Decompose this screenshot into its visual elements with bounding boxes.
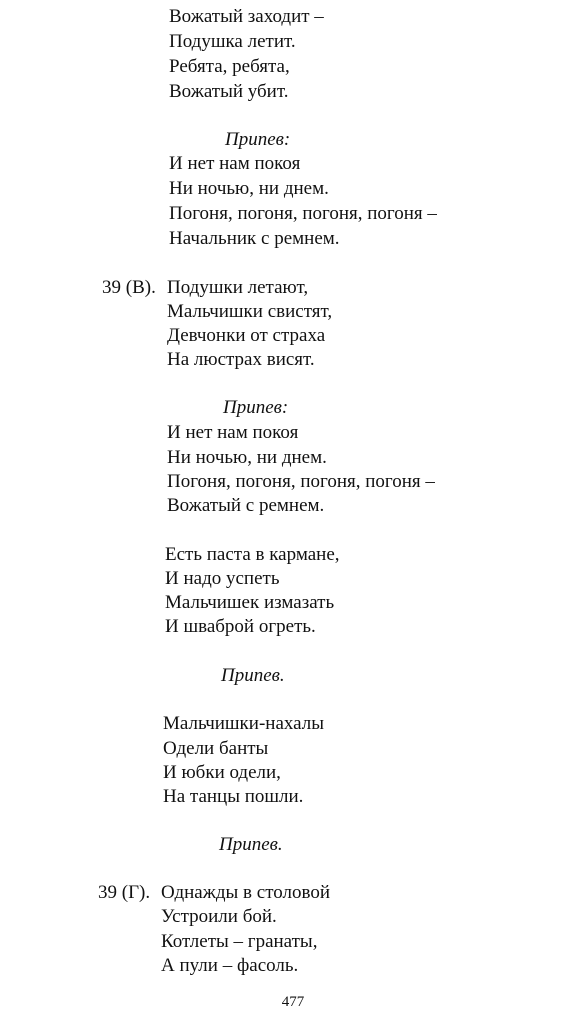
verse-line: Ни ночью, ни днем. [169,178,329,199]
verse-line: Погоня, погоня, погоня, погоня – [169,203,437,224]
refrain-heading: Припев: [223,397,289,418]
verse-line: Вожатый убит. [169,81,289,102]
verse-line: И надо успеть [165,568,280,589]
verse-line: Ни ночью, ни днем. [167,447,327,468]
verse-line: И юбки одели, [163,762,281,783]
verse-line: На люстрах висят. [167,349,315,370]
verse-line: Котлеты – гранаты, [161,931,318,952]
verse-line: Мальчишки свистят, [167,301,333,322]
verse-line: Ребята, ребята, [169,56,290,77]
verse-line: Мальчишки-нахалы [163,713,324,734]
refrain-heading: Припев. [219,834,283,855]
page-number: 477 [281,994,305,1010]
verse-line: И нет нам покоя [167,422,299,443]
verse-line: Одели банты [163,738,269,759]
verse-line: Девчонки от страха [167,325,326,346]
verse-line: Подушка летит. [169,31,296,52]
verse-line: И шваброй огреть. [165,616,316,637]
verse-line: Однажды в столовой [161,882,330,903]
refrain-heading: Припев: [225,129,291,150]
refrain-heading: Припев. [221,665,285,686]
verse-line: На танцы пошли. [163,786,304,807]
verse-line: Подушки летают, [167,277,309,298]
verse-line: И нет нам покоя [169,153,301,174]
verse-line: Есть паста в кармане, [165,544,340,565]
verse-line: Мальчишек измазать [165,592,335,613]
song-number: 39 (В). [102,277,156,298]
verse-line: Начальник с ремнем. [169,228,340,249]
verse-line: Вожатый заходит – [169,6,324,27]
song-number: 39 (Г). [98,882,151,903]
verse-line: А пули – фасоль. [161,955,299,976]
verse-line: Погоня, погоня, погоня, погоня – [167,471,435,492]
verse-line: Вожатый с ремнем. [167,495,325,516]
verse-line: Устроили бой. [161,906,277,927]
